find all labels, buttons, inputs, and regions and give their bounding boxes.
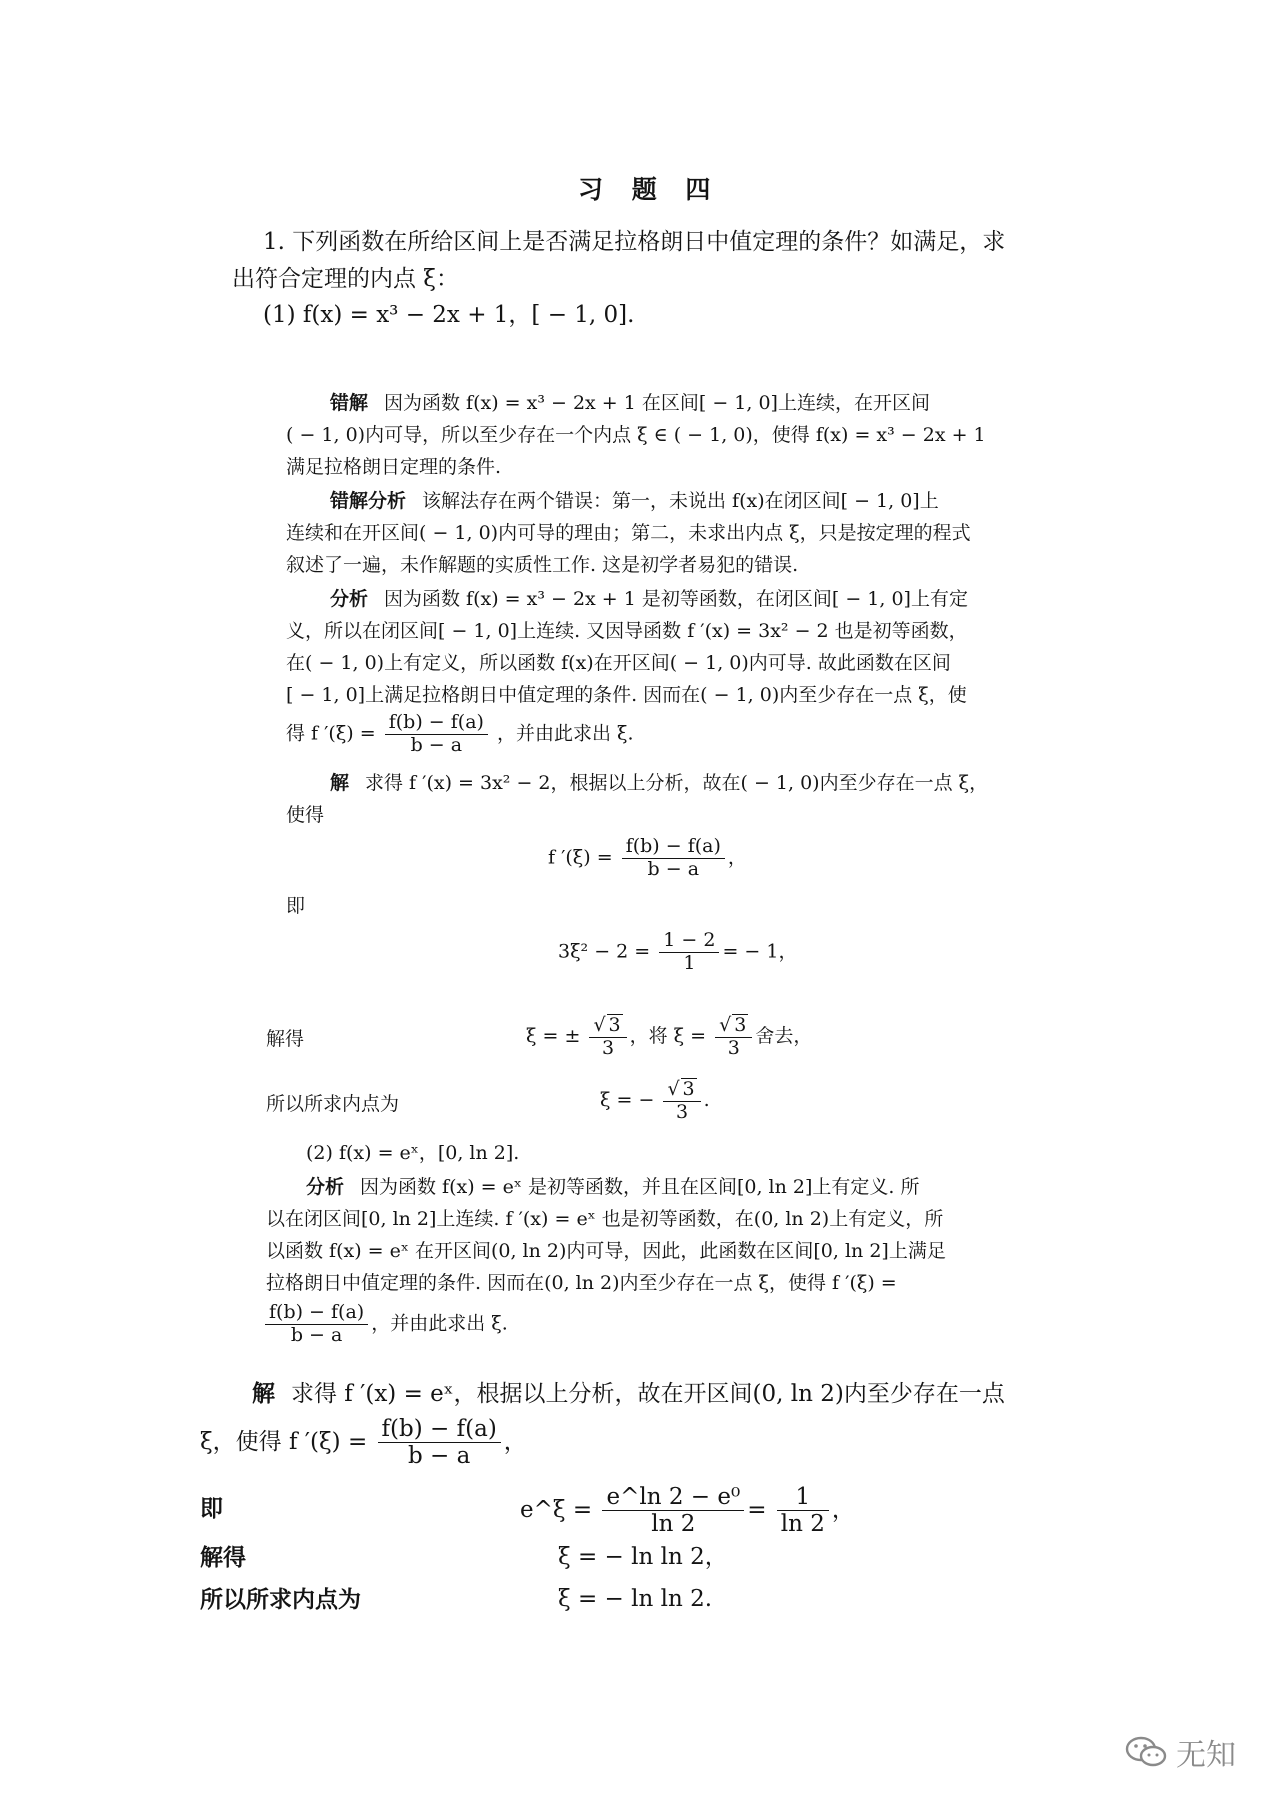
p2-label-ie: 即 — [200, 1495, 223, 1522]
solution-line1: 解 求得 f ′(x) = 3x² − 2，根据以上分析，故在( − 1, 0)内至少存在一点 ξ， — [330, 772, 989, 794]
p2-label-solve: 解得 — [200, 1544, 246, 1571]
p2-equation-result: ξ = − ln ln 2. — [558, 1586, 713, 1612]
watermark-text: 无知 — [1176, 1738, 1236, 1773]
analysis-line5: 得 f ′(ξ) = $\frac{f(b) - f(a)}{b - a}$ ，并由此求出 ξ. — [286, 711, 634, 756]
wrong-solution-line2: ( − 1, 0)内可导，所以至少存在一个内点 ξ ∈ ( − 1, 0)，使得 f(x) = x³ − 2x + 1 — [286, 424, 986, 446]
mvt-fraction: $\frac{f(b) - f(a)}{b - a}$ — [378, 1416, 501, 1470]
part1-heading: (1) f(x) = x³ − 2x + 1，[ − 1, 0]. — [263, 302, 635, 328]
wrong-solution-label: 错解 — [330, 392, 369, 414]
numeric-fraction: $\frac{1 - 2}{1}$ — [659, 930, 719, 975]
p2-equation-solve: ξ = − ln ln 2， — [558, 1544, 728, 1570]
equation-roots: ξ = ± $\frac{√ 3}{3}$ ，将 ξ = $\frac{√ 3}{3}$ 舍去， — [526, 1014, 813, 1059]
mvt-fraction: $\frac{f(b) - f(a)}{b - a}$ — [265, 1302, 368, 1347]
watermark — [1124, 1730, 1236, 1774]
solution-line2: 使得 — [286, 804, 325, 826]
wrong-analysis-line2: 连续和在开区间( − 1, 0)内可导的理由；第二，未求出内点 ξ，只是按定理的程式 — [286, 522, 971, 544]
p2-equation-exp: e^ξ = $\frac{\text{e\textasciicircum{}ln 2 − e⁰}}{\ln 2}$ = $\frac{1}{\ln 2}$ ， — [520, 1484, 855, 1538]
label-solve: 解得 — [266, 1028, 305, 1050]
p2-analysis-line5: $\frac{f(b) - f(a)}{b - a}$ ，并由此求出 ξ. — [262, 1302, 508, 1347]
equation-derivative: 3ξ² − 2 = $\frac{1 - 2}{1}$ = − 1， — [558, 929, 798, 974]
analysis-line1: 分析 因为函数 f(x) = x³ − 2x + 1 是初等函数，在闭区间[ − 1, 0]上有定 — [330, 588, 968, 610]
mvt-fraction: $\frac{f(b) - f(a)}{b - a}$ — [385, 712, 488, 757]
p2-analysis-label: 分析 — [306, 1176, 345, 1198]
problem-stem-line1: 1. 下列函数在所给区间上是否满足拉格朗日中值定理的条件？如满足，求 — [263, 229, 1006, 255]
label-ie: 即 — [286, 895, 306, 917]
problem-stem-line2: 出符合定理的内点 ξ： — [232, 266, 459, 292]
p2-analysis-line1: 分析 因为函数 f(x) = eˣ 是初等函数，并且在区间[0, ln 2]上有定义. 所 — [306, 1176, 920, 1198]
page-title: 习 题 四 — [578, 175, 721, 204]
p2-solution-line1: 解 求得 f ′(x) = eˣ，根据以上分析，故在开区间(0, ln 2)内至少存在一点 — [252, 1380, 1005, 1407]
chat-bubbles-icon — [1124, 1735, 1168, 1769]
part2-heading: (2) f(x) = eˣ，[0, ln 2]. — [306, 1142, 520, 1164]
label-result: 所以所求内点为 — [266, 1093, 400, 1115]
analysis-line4: [ − 1, 0]上满足拉格朗日中值定理的条件. 因而在( − 1, 0)内至少存在一点 ξ，使 — [286, 684, 967, 706]
equation-result: ξ = − $\frac{√ 3}{3}$ . — [600, 1078, 710, 1123]
exp-fraction: $\frac{\text{e\textasciicircum{}ln 2 − e⁰}}{\ln 2}$ — [602, 1484, 744, 1538]
wrong-analysis-label: 错解分析 — [330, 490, 407, 512]
analysis-label: 分析 — [330, 588, 369, 610]
wrong-solution-line3: 满足拉格朗日定理的条件. — [286, 456, 502, 478]
analysis-line3: 在( − 1, 0)上有定义，所以函数 f(x)在开区间( − 1, 0)内可导. 故此函数在区间 — [286, 652, 951, 674]
exp-fraction: $\frac{1}{\ln 2}$ — [777, 1484, 829, 1538]
p2-solution-line2: ξ，使得 f ′(ξ) = $\frac{f(b) - f(a)}{b - a}$ ， — [200, 1416, 527, 1470]
p2-analysis-line2: 以在闭区间[0, ln 2]上连续. f ′(x) = eˣ 也是初等函数，在(0, ln 2)上有定义，所 — [266, 1208, 944, 1230]
solution-label: 解 — [330, 772, 350, 794]
p2-analysis-line4: 拉格朗日中值定理的条件. 因而在(0, ln 2)内至少存在一点 ξ，使得 f ′(ξ) = — [266, 1272, 897, 1294]
root-fraction: $\frac{√ 3}{3}$ — [715, 1014, 752, 1060]
root-fraction: $\frac{√ 3}{3}$ — [663, 1078, 700, 1124]
wrong-solution-line1: 错解 因为函数 f(x) = x³ − 2x + 1 在区间[ − 1, 0]上连续，在开区间 — [330, 392, 930, 414]
wrong-analysis-line3: 叙述了一遍，未作解题的实质性工作. 这是初学者易犯的错误. — [286, 554, 799, 576]
mvt-fraction: $\frac{f(b) - f(a)}{b - a}$ — [622, 836, 725, 881]
wrong-analysis-line1: 错解分析 该解法存在两个错误：第一，未说出 f(x)在闭区间[ − 1, 0]上 — [330, 490, 939, 512]
equation-mvt: f ′(ξ) = $\frac{f(b) - f(a)}{b - a}$ ， — [548, 835, 747, 880]
p2-analysis-line3: 以函数 f(x) = eˣ 在开区间(0, ln 2)内可导，因此，此函数在区间[0, ln 2]上满足 — [266, 1240, 946, 1262]
analysis-line2: 义，所以在闭区间[ − 1, 0]上连续. 又因导函数 f ′(x) = 3x² − 2 也是初等函数， — [286, 620, 968, 642]
p2-solution-label: 解 — [252, 1380, 275, 1407]
p2-label-result: 所以所求内点为 — [200, 1586, 361, 1613]
root-fraction: $\frac{√ 3}{3}$ — [589, 1014, 626, 1060]
